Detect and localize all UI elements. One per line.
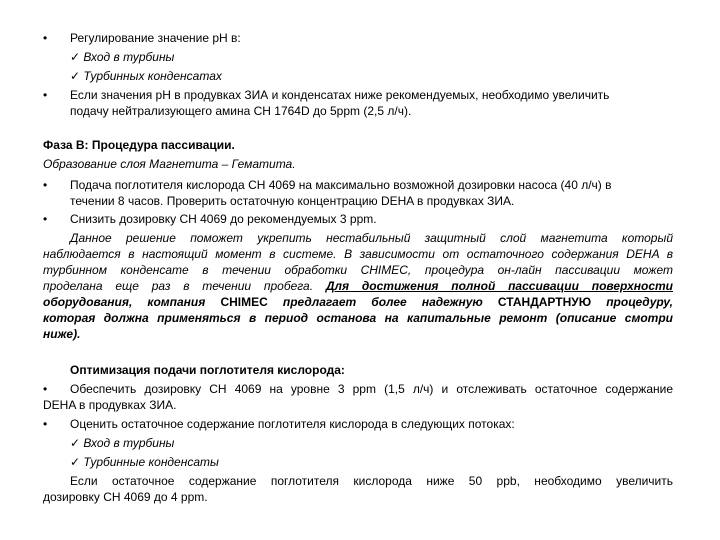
phase-b-subtitle: Образование слоя Магнетита – Гематита. [43, 157, 296, 171]
bullet-marker: • [43, 178, 48, 192]
passivation-paragraph-line5: оборудования, компания CHIMEC предлагает более надежную СТАНДАРТНУЮ процедуру, [43, 295, 673, 309]
optimization-step2: Оценить остаточное содержание поглотителя кислорода в следующих потоках: [70, 417, 515, 431]
optimization-step1-line2: DEHA в продувках ЗИА. [43, 398, 177, 412]
optimization-step1-line1: Обеспечить дозировку CH 4069 на уровне 3 ppm (1,5 л/ч) и отслеживать остаточное содержание [70, 382, 673, 396]
bullet-marker: • [43, 88, 48, 102]
passivation-paragraph-line3: турбинном конденсате в течении обработки CHIMEC, процедура он-лайн пассивации может [43, 263, 673, 277]
bullet-marker: • [43, 417, 48, 431]
phase-b-step2: Снизить дозировку CH 4069 до рекомендуемых 3 ppm. [70, 212, 377, 226]
passivation-paragraph-line7: ниже). [43, 327, 81, 341]
ph-instruction-line1: Если значения pH в продувках ЗИА и конденсатах ниже рекомендуемых, необходимо увеличить [70, 88, 610, 102]
ph-instruction-line2: подачу нейтрализующего амина CH 1764D до 5ppm (2,5 л/ч). [70, 104, 412, 118]
phase-b-step1-line2: течении 8 часов. Проверить остаточную концентрацию DEHA в продувках ЗИА. [70, 194, 515, 208]
check-icon: ✓ [70, 455, 81, 469]
phase-b-title: Фаза В: Процедура пассивации. [43, 138, 235, 152]
optimization-final-line1: Если остаточное содержание поглотителя кислорода ниже 50 ppb, необходимо увеличить [70, 474, 673, 488]
check-icon: ✓ [70, 50, 81, 64]
check-icon: ✓ [70, 69, 81, 83]
optim-item-turbine-condensate: ✓ Турбинные конденсаты [70, 455, 219, 469]
optimization-final-line2: дозировку CH 4069 до 4 ppm. [43, 490, 208, 504]
ph-regulation-title: Регулирование значение pH в: [70, 31, 241, 45]
passivation-paragraph-line4: проделана еще раз в течении пробега. Для достижения полной пассивации поверхности [43, 279, 673, 293]
bullet-marker: • [43, 382, 48, 396]
optim-item-turbine-inlet: ✓ Вход в турбины [70, 436, 175, 450]
ph-item-turbine-inlet: ✓ Вход в турбины [70, 50, 175, 64]
ph-item-turbine-condensate: ✓ Турбинных конденсатах [70, 69, 222, 83]
passivation-paragraph-line1: Данное решение поможет укрепить нестабильный защитный слой магнетита который [70, 231, 673, 245]
check-icon: ✓ [70, 436, 81, 450]
bullet-marker: • [43, 212, 48, 226]
bullet-marker: • [43, 31, 48, 45]
passivation-paragraph-line2: наблюдается в настоящий момент в системе. В зависимости от остаточного содержания DEHA в [43, 247, 673, 261]
phase-b-step1-line1: Подача поглотителя кислорода CH 4069 на максимально возможной дозировки насоса (40 л/ч) в [70, 178, 612, 192]
optimization-title: Оптимизация подачи поглотителя кислорода: [70, 363, 345, 377]
passivation-paragraph-line6: которая должна применяться в период останова на капитальные ремонт (описание смотри [43, 311, 673, 325]
